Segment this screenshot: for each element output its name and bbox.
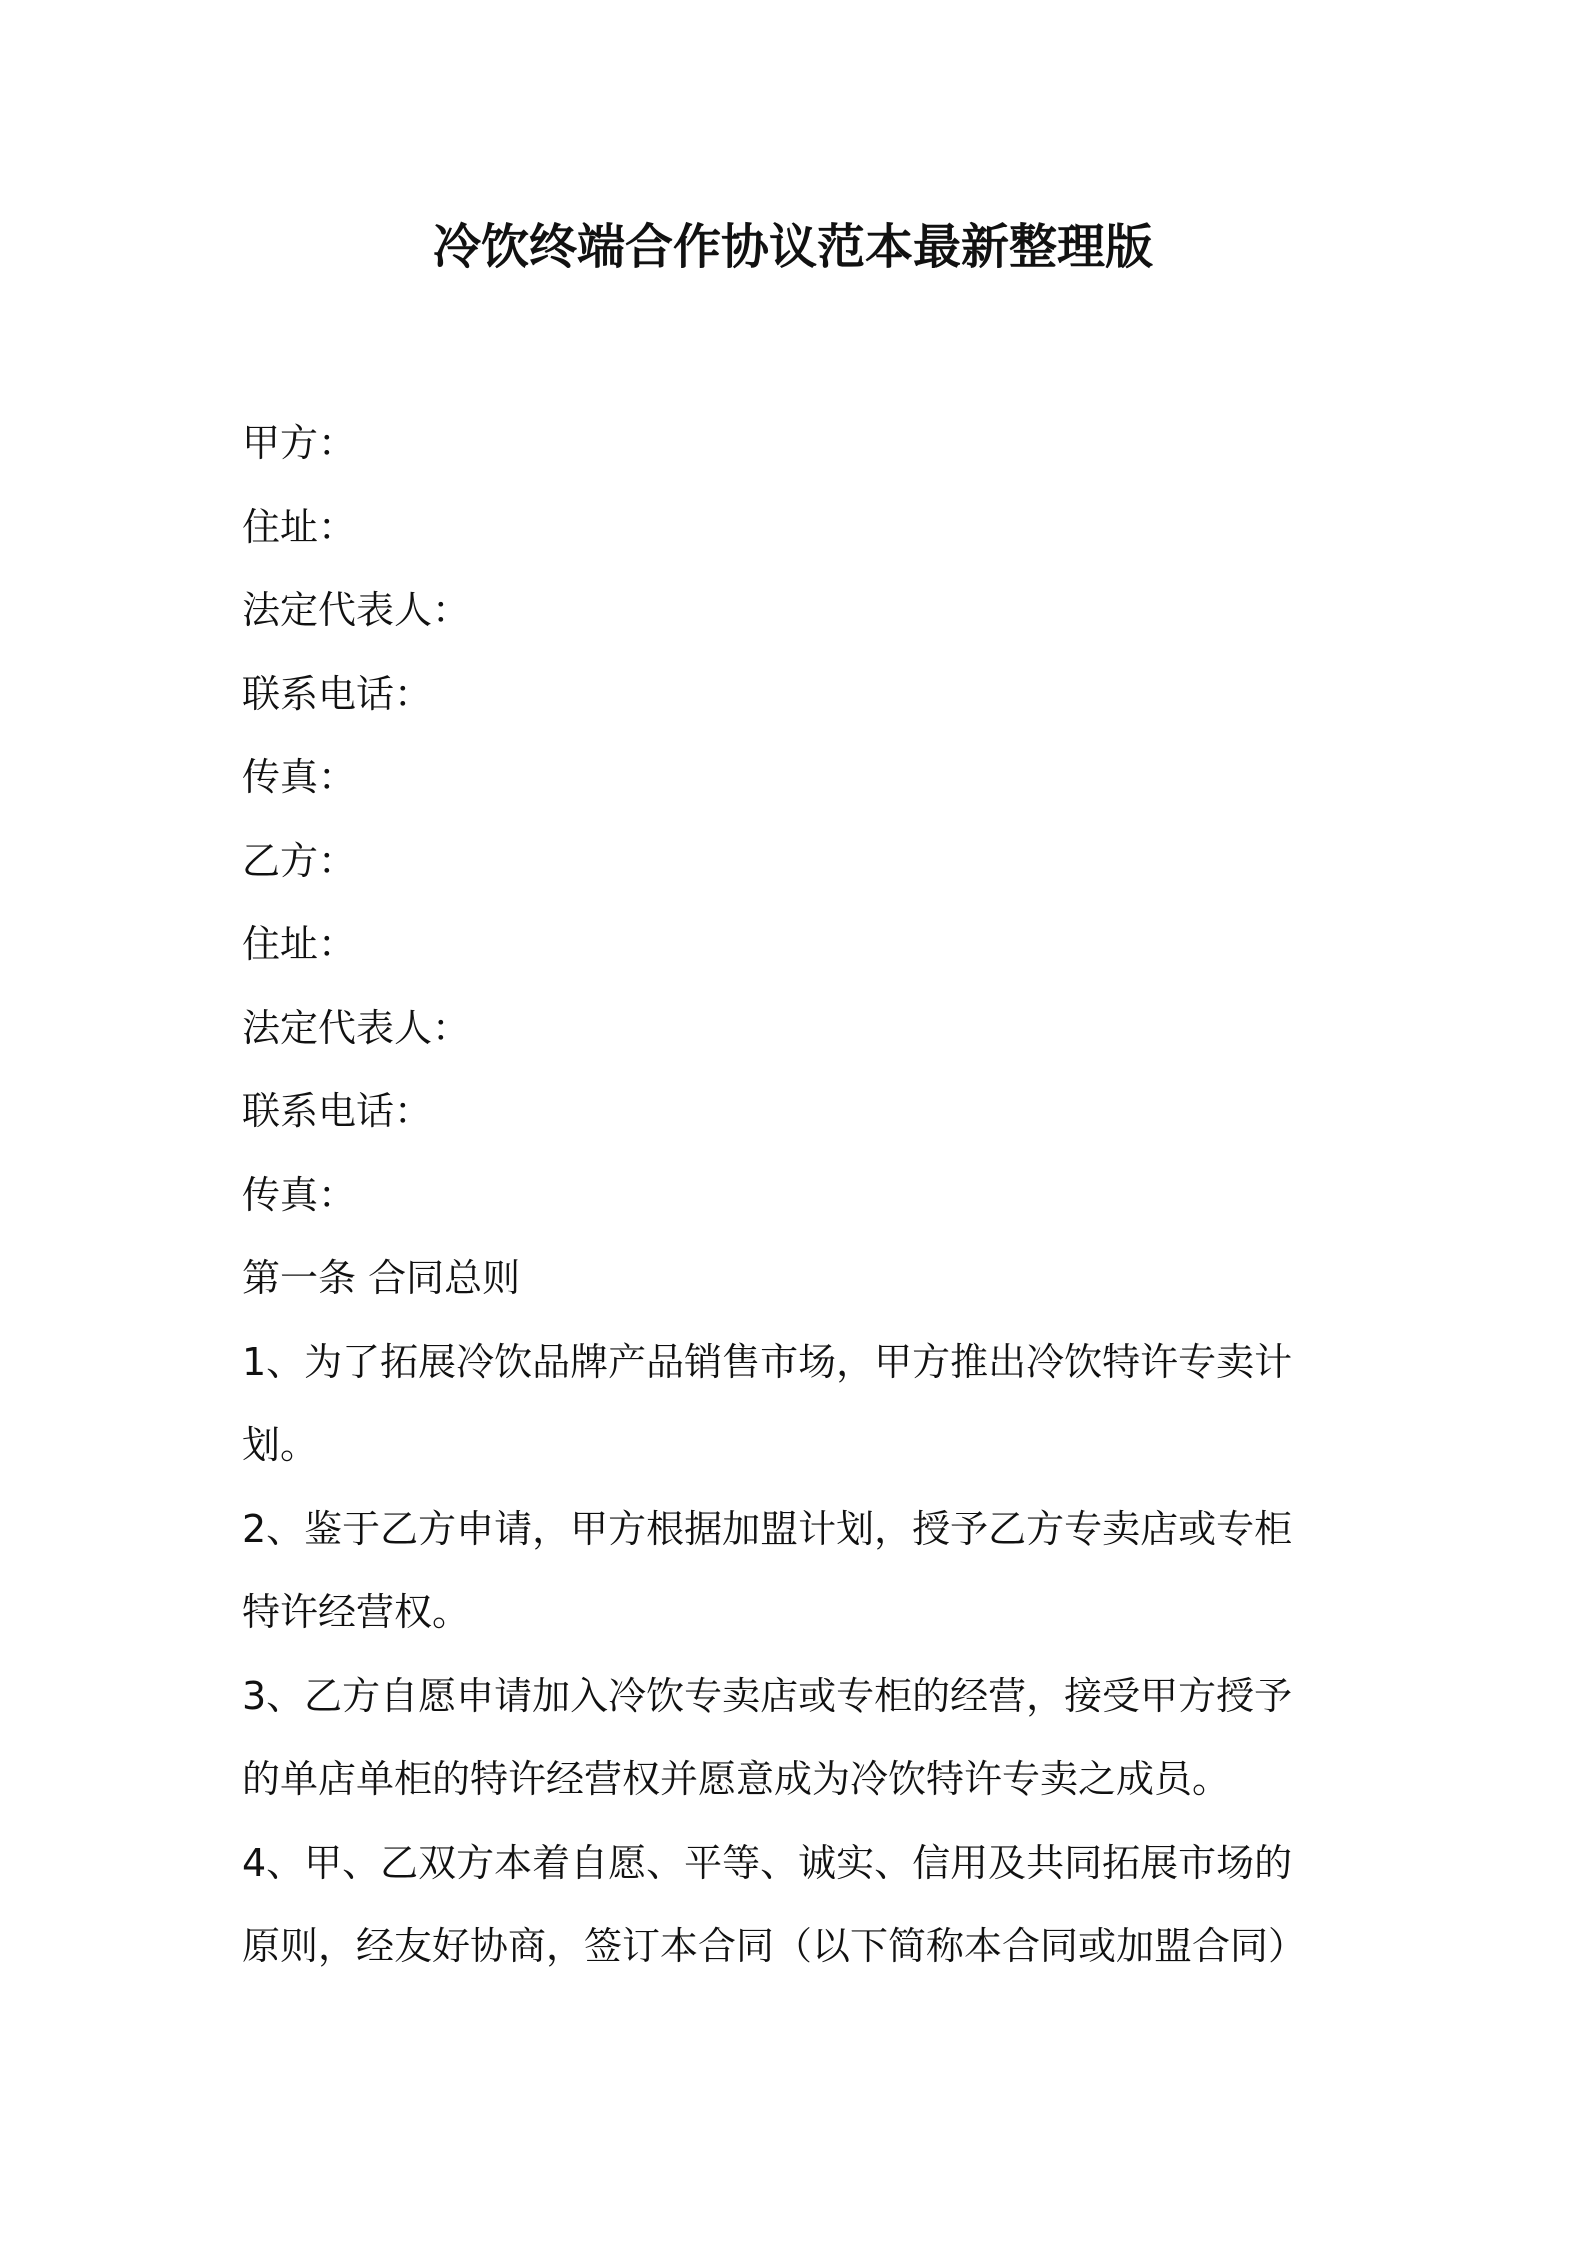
clause-2 (242, 1488, 1352, 1655)
clause-1 (242, 1321, 1352, 1488)
clause-line: 3、乙方自愿申请加入冷饮专卖店或专柜的经营，接受甲方授予 (242, 1673, 1293, 1718)
clause-line: 特许经营权。 (242, 1590, 471, 1634)
clause-4 (242, 1822, 1352, 1989)
page-title: 冷饮终端合作协议范本最新整理版 (432, 219, 1153, 275)
document-body (242, 402, 1352, 1989)
clause-line: 1、为了拓展冷饮品牌产品销售市场，甲方推出冷饮特许专卖计 (242, 1339, 1293, 1384)
party-b-name-label: 乙方： (242, 838, 357, 883)
party-b-phone-label: 联系电话： (242, 1089, 433, 1133)
party-a-phone-label: 联系电话： (242, 671, 433, 716)
clause-line: 划。 (242, 1423, 319, 1467)
clause-line: 原则，经友好协商，签订本合同（以下简称本合同或加盟合同） (242, 1924, 1307, 1968)
party-b-legal-rep-label: 法定代表人： (242, 1005, 471, 1050)
party-b-fax-label: 传真： (242, 1172, 357, 1217)
clause-line: 2、鉴于乙方申请，甲方根据加盟计划，授予乙方专卖店或专柜 (242, 1506, 1293, 1551)
party-a-legal-rep-label: 法定代表人： (242, 588, 471, 632)
article-heading: 第一条 合同总则 (242, 1256, 521, 1300)
clause-line: 4、甲、乙双方本着自愿、平等、诚实、信用及共同拓展市场的 (242, 1840, 1293, 1885)
party-a-name-label: 甲方： (242, 421, 357, 465)
party-a-address-label: 住址： (242, 504, 357, 549)
party-a-fax-label: 传真： (242, 755, 357, 799)
clause-3 (242, 1655, 1352, 1822)
clause-line: 的单店单柜的特许经营权并愿意成为冷饮特许专卖之成员。 (242, 1757, 1231, 1801)
party-b-address-label: 住址： (242, 922, 357, 966)
